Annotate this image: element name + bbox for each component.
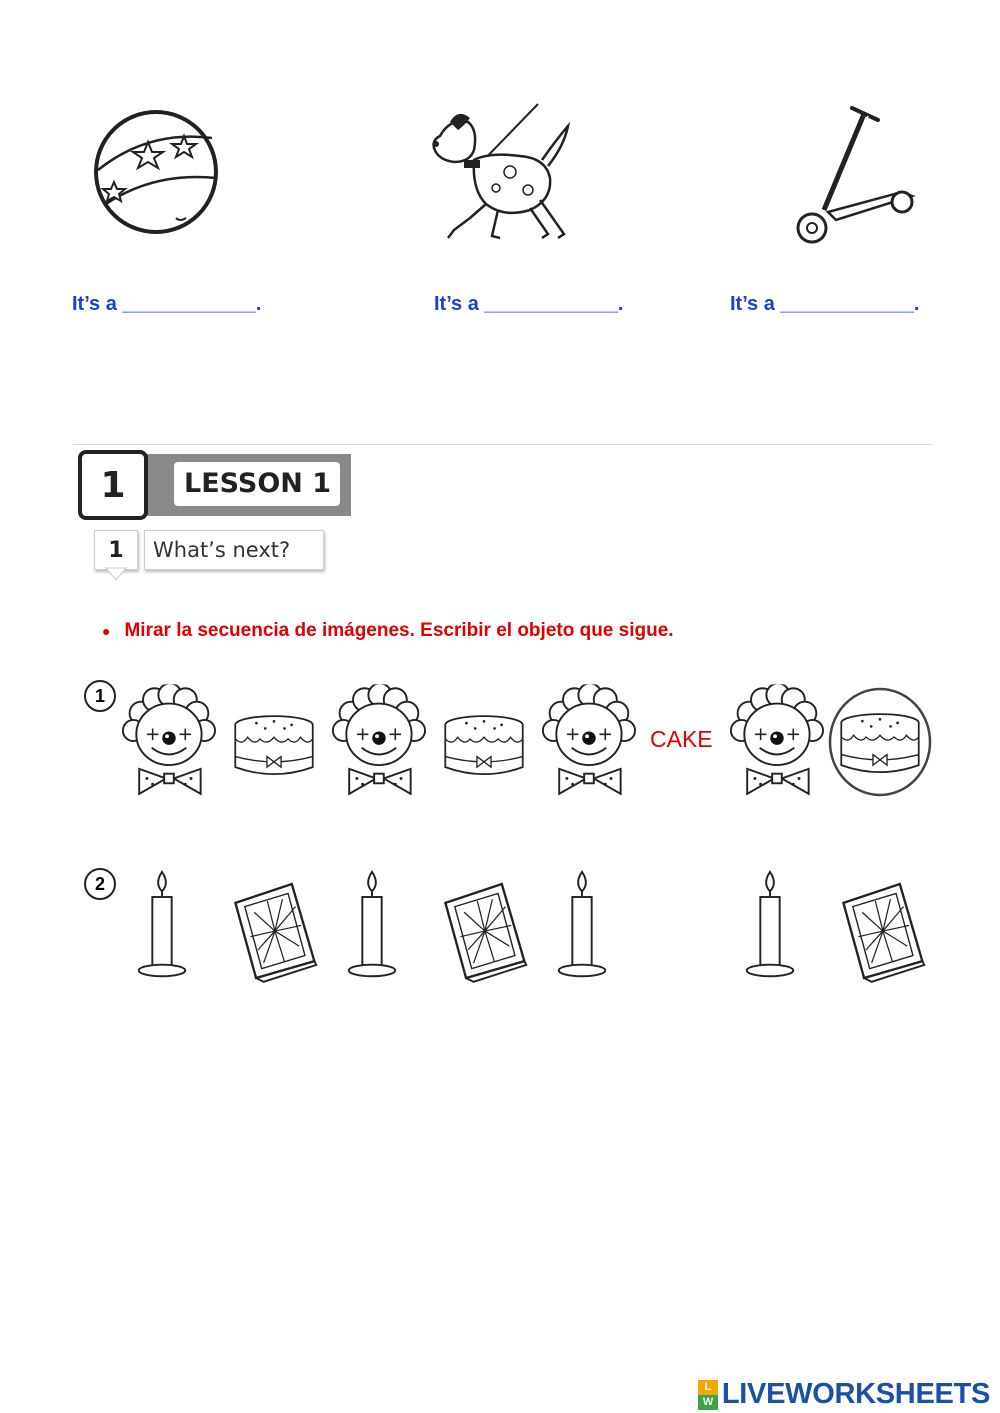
clown-icon xyxy=(120,682,216,802)
cake-icon xyxy=(440,710,528,782)
vocab-caption-ball[interactable]: It’s a ____________. xyxy=(72,293,262,315)
sequence-1-number: 1 xyxy=(94,685,105,706)
candle-icon[interactable] xyxy=(740,868,800,984)
card-icon[interactable] xyxy=(834,880,928,984)
candle-icon xyxy=(342,868,402,984)
logo-badge-bottom: W xyxy=(698,1395,718,1410)
ball-icon xyxy=(88,100,223,240)
cake-icon[interactable] xyxy=(836,708,924,780)
candle-icon xyxy=(132,868,192,984)
cake-icon xyxy=(230,710,318,782)
sequence-2-number: 2 xyxy=(94,873,105,894)
activity-title: What’s next? xyxy=(153,538,291,562)
logo-badge-top: L xyxy=(698,1380,718,1395)
activity-number-box xyxy=(94,530,138,570)
scooter-picture xyxy=(790,100,920,248)
vocab-caption-scooter[interactable]: It’s a ____________. xyxy=(730,293,920,315)
vocab-caption-dog[interactable]: It’s a ____________. xyxy=(434,293,624,315)
liveworksheets-logo xyxy=(698,1378,990,1411)
instruction xyxy=(102,620,674,642)
clown-icon xyxy=(540,682,636,802)
activity-number: 1 xyxy=(108,537,124,563)
ball-picture xyxy=(88,100,223,240)
scooter-icon xyxy=(790,100,920,248)
activity-title-box xyxy=(144,530,324,570)
sequence-1-answer[interactable]: CAKE xyxy=(650,726,713,752)
sequence-1-marker xyxy=(84,680,116,712)
clown-icon xyxy=(330,682,426,802)
sequence-2-answer[interactable] xyxy=(650,914,720,942)
lesson-number: 1 xyxy=(100,464,126,506)
logo-badge-icon xyxy=(698,1380,718,1410)
activity-pointer-icon xyxy=(106,568,126,582)
dog-icon xyxy=(420,100,580,245)
lesson-number-box xyxy=(78,450,148,520)
lesson-title: LESSON 1 xyxy=(184,468,332,499)
card-icon xyxy=(226,880,320,984)
section-divider xyxy=(73,444,933,445)
logo-text: LIVEWORKSHEETS xyxy=(721,1378,990,1410)
instruction-bullet: ● xyxy=(102,623,111,639)
lesson-header xyxy=(76,450,356,520)
card-icon xyxy=(436,880,530,984)
activity-header xyxy=(94,528,334,584)
sequence-2-marker xyxy=(84,868,116,900)
clown-icon[interactable] xyxy=(728,682,824,802)
dog-picture xyxy=(420,100,580,245)
instruction-text: Mirar la secuencia de imágenes. Escribir el objeto que sigue. xyxy=(124,620,674,641)
candle-icon xyxy=(552,868,612,984)
